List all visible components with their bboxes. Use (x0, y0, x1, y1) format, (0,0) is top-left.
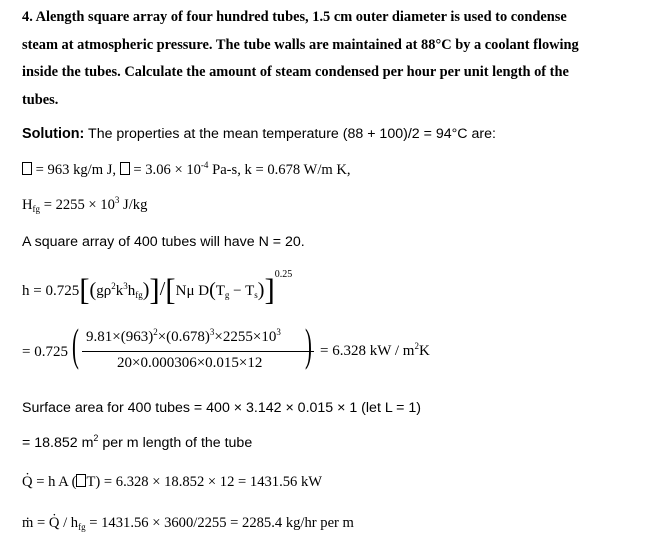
area-exp: 2 (93, 433, 99, 443)
hfg-value: = 2255 × 10 (43, 197, 115, 213)
mu-exponent: -4 (200, 160, 209, 170)
m-sub: fg (78, 522, 86, 532)
properties-line (22, 161, 351, 179)
rho-value: = 963 kg/m J, (35, 162, 117, 178)
num-part-2: ×(0.678) (157, 329, 210, 345)
h-formula-inner: $g\rho^2k^3h_{fg}$ (96, 281, 143, 300)
m-line (22, 514, 354, 532)
open-bracket: [ (79, 272, 90, 307)
subst-close-paren: ) (305, 319, 312, 370)
delta-symbol-box (76, 474, 86, 487)
surface-line: Surface area for 400 tubes = 400 × 3.142 × 0.015 × 1 (let L = 1) (22, 400, 421, 416)
num-exp-3: 3 (276, 327, 281, 337)
substitution-coef: = 0.725 (22, 344, 68, 360)
h-formula (22, 269, 293, 307)
substitution-result (320, 343, 430, 360)
rho-symbol-box (22, 162, 32, 175)
result-tail: K (418, 343, 430, 359)
hfg-line (22, 196, 147, 214)
result-value: = 6.328 kW / m (320, 343, 415, 359)
close-bracket: ] (149, 272, 160, 307)
close-bracket-2: ] (264, 272, 275, 307)
problem-line-4: tubes. (22, 92, 59, 108)
hfg-exponent: 3 (114, 195, 120, 205)
hfg-unit: J/kg (123, 197, 148, 213)
solution-intro-text: The properties at the mean temperature (88 + 100)/2 = 94°C are: (88, 126, 496, 142)
area-value: = 18.852 m (22, 435, 94, 451)
area-tail: per m length of the tube (102, 435, 253, 451)
num-part-3: ×2255×10 (214, 329, 277, 345)
mu-symbol-box (120, 162, 130, 175)
num-exp-2: 3 (209, 327, 215, 337)
m-rhs: = 1431.56 × 3600/2255 = 2285.4 kg/hr per m (89, 515, 354, 531)
solution-label: Solution: (22, 126, 85, 142)
h-formula-exponent: 0.25 (274, 269, 293, 280)
solution-intro (22, 125, 496, 143)
h-formula-lhs: h = 0.725 (22, 283, 80, 299)
q-lhs: = h A ( (36, 474, 77, 490)
fraction-bar (82, 351, 314, 352)
hfg-label: H (22, 197, 33, 213)
m-dot-symbol: ṁ (22, 515, 34, 531)
result-exp: 2 (414, 341, 419, 351)
area-line (22, 434, 252, 452)
divide-slash: / (159, 278, 166, 300)
array-line: A square array of 400 tubes will have N = 20. (22, 234, 305, 250)
num-part-1: 9.81×(963) (86, 329, 154, 345)
mu-value: = 3.06 × 10 (133, 162, 201, 178)
open-paren-2: ( (209, 279, 216, 301)
problem-line-3: inside the tubes. Calculate the amount of steam condensed per hour per unit length of the (22, 64, 569, 80)
h-formula-temps: $T_g - T_s$ (215, 283, 258, 300)
num-exp-1: 2 (153, 327, 158, 337)
subst-open-paren: ( (72, 319, 79, 370)
q-dot-symbol: Q̇ (22, 474, 33, 490)
problem-line-2: steam at atmospheric pressure. The tube walls are maintained at 88°C by a coolant flowing (22, 37, 579, 53)
h-formula-denom: Nμ D (175, 283, 210, 299)
close-paren: ) (142, 279, 150, 301)
k-value: Pa-s, k = 0.678 W/m K, (212, 162, 351, 178)
q-rhs: T) = 6.328 × 18.852 × 12 = 1431.56 kW (86, 474, 323, 490)
hfg-sub: fg (32, 204, 41, 214)
problem-line-1: 4. Alength square array of four hundred tubes, 1.5 cm outer diameter is used to condense (22, 9, 567, 25)
open-bracket-2: [ (165, 272, 176, 307)
m-lhs: = Q̇ / h (37, 515, 79, 531)
open-paren: ( (89, 279, 97, 301)
substitution-numerator (86, 329, 281, 346)
substitution-denominator: 20×0.000306×0.015×12 (117, 355, 263, 371)
q-line (22, 473, 322, 491)
close-paren-2: ) (257, 279, 265, 301)
